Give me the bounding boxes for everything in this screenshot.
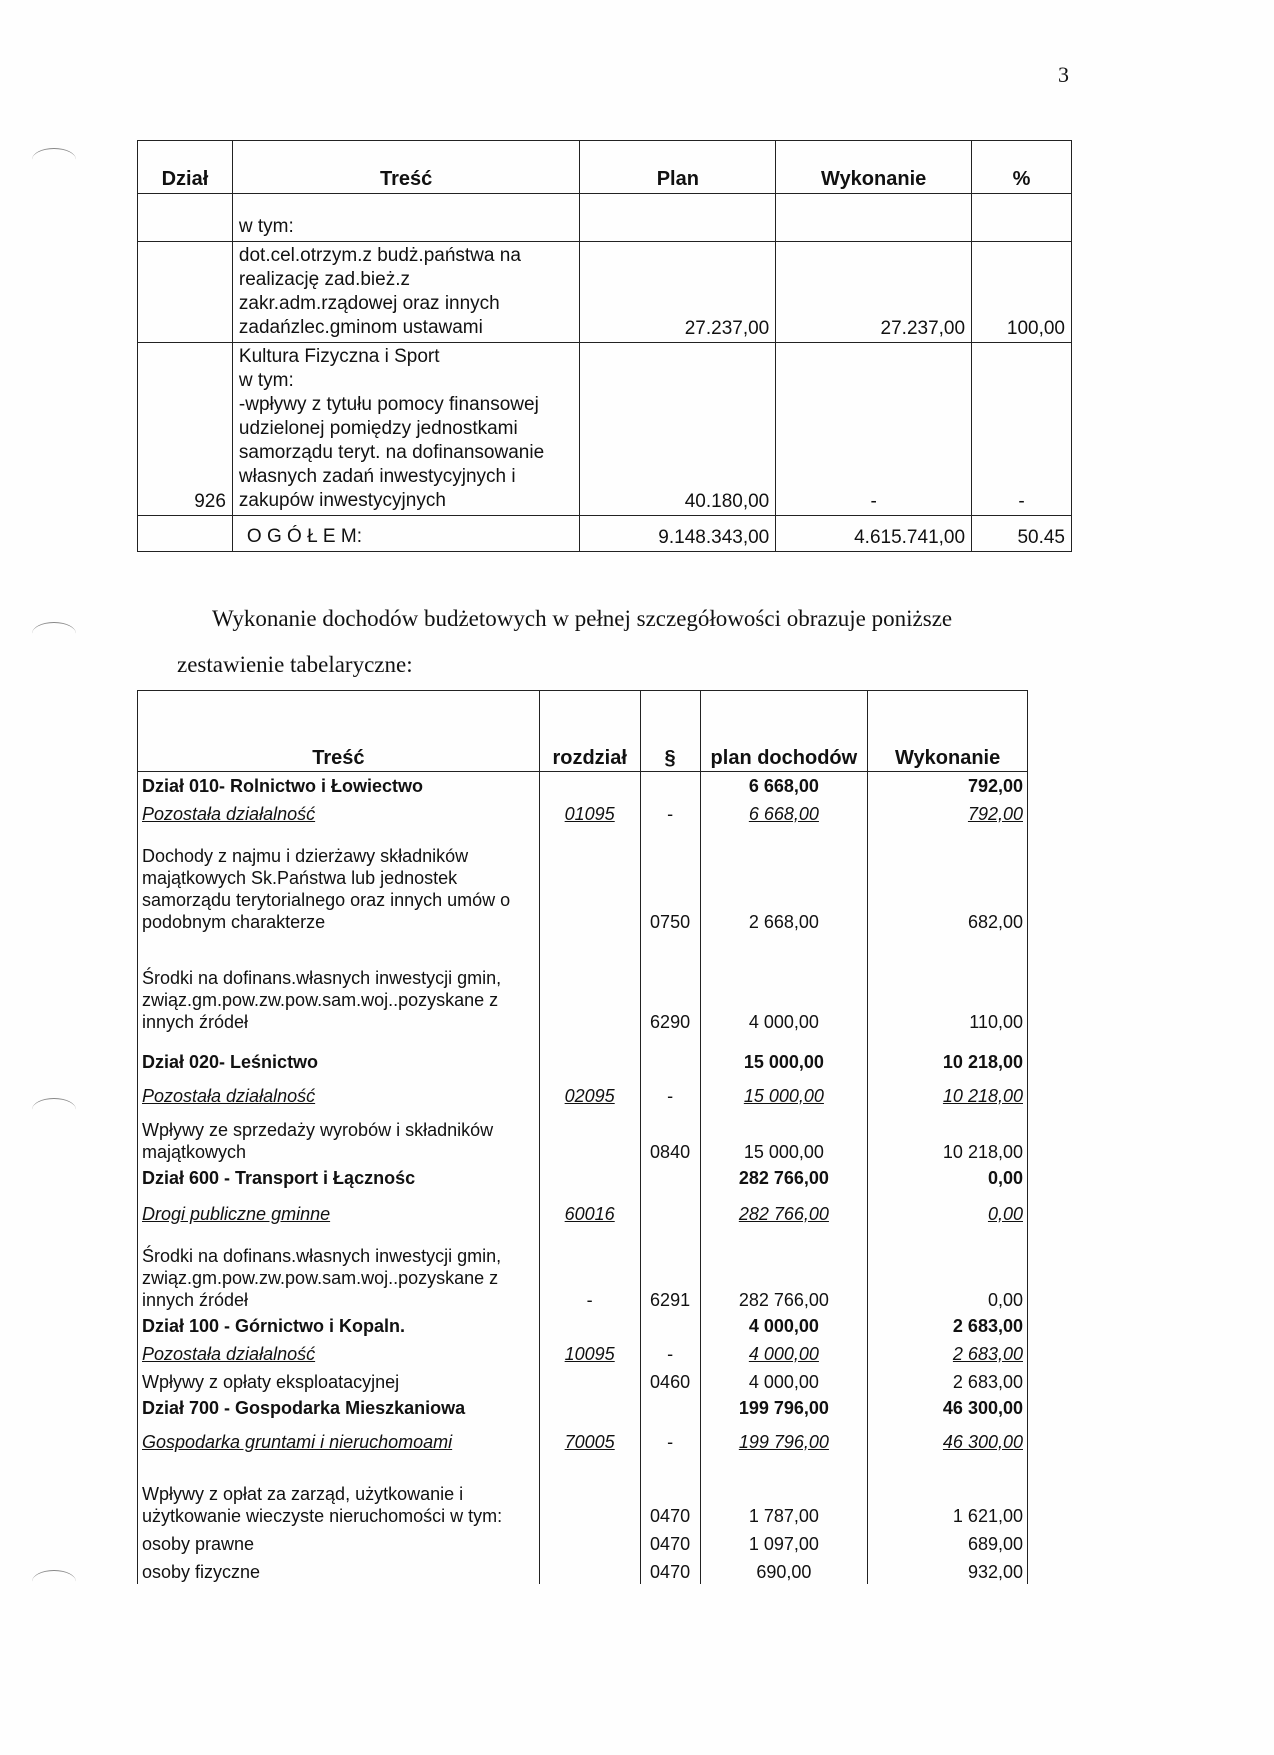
cell-rozdzial: 10095 [539,1338,640,1366]
cell-plan: 4 000,00 [700,1338,868,1366]
cell-tresc: Dział 700 - Gospodarka Mieszkaniowa [138,1394,540,1420]
cell-wykonanie: 46 300,00 [868,1420,1028,1454]
cell-plan: 199 796,00 [700,1420,868,1454]
cell-tresc: osoby fizyczne [138,1556,540,1584]
intro-text-line2: zestawienie tabelaryczne: [177,652,413,677]
cell-paragraf [640,1312,700,1338]
cell-wykonanie: 2 683,00 [868,1366,1028,1394]
cell-plan: 27.237,00 [580,242,776,343]
cell-rozdzial: 60016 [539,1190,640,1226]
cell-dzial [138,516,233,552]
cell-plan-total: 9.148.343,00 [580,516,776,552]
table-row-section [138,772,1028,798]
cell-plan: 1 097,00 [700,1528,868,1556]
punch-hole-mark [32,622,76,645]
cell-tresc: Wpływy z opłat za zarząd, użytkowanie i użytkowanie wieczyste nieruchomości w tym: [138,1454,540,1528]
cell-tresc: Kultura Fizyczna i Sport w tym: -wpływy z tytułu pomocy finansowej udzielonej pomiędzy jednostkami samorządu teryt. na dofinansowanie własnych zadań inwestycyjnych i zakupów inwestycyjnych [232,343,580,516]
cell-plan: 282 766,00 [700,1164,868,1190]
header-wykonanie: Wykonanie [868,691,1028,772]
cell-tresc: Dział 010- Rolnictwo i Łowiectwo [138,772,540,798]
income-table-header [138,691,1028,772]
cell-rozdzial [539,1366,640,1394]
header-tresc: Treść [138,691,540,772]
cell-percent-total: 50.45 [972,516,1072,552]
cell-paragraf: 0750 [640,826,700,934]
cell-wykonanie: 10 218,00 [868,1034,1028,1074]
cell-paragraf: 0470 [640,1556,700,1584]
table-row-subsection [138,1190,1028,1226]
cell-tresc: osoby prawne [138,1528,540,1556]
cell-rozdzial [539,1454,640,1528]
cell-wykonanie: 682,00 [868,826,1028,934]
cell-percent: - [972,343,1072,516]
cell-plan [580,194,776,242]
cell-plan: 2 668,00 [700,826,868,934]
cell-wykonanie: 110,00 [868,934,1028,1034]
header-dzial: Dział [138,141,233,194]
cell-plan: 15 000,00 [700,1074,868,1108]
cell-rozdzial [539,934,640,1034]
table-row-subsection [138,1338,1028,1366]
cell-dzial [138,194,233,242]
cell-plan: 40.180,00 [580,343,776,516]
cell-wykonanie: 27.237,00 [776,242,972,343]
cell-paragraf [640,1394,700,1420]
cell-paragraf [640,1164,700,1190]
cell-tresc-total: O G Ó Ł E M: [232,516,580,552]
header-percent: % [972,141,1072,194]
table-row [138,1226,1028,1312]
cell-rozdzial [539,826,640,934]
cell-rozdzial [539,1312,640,1338]
table-row [138,1454,1028,1528]
cell-tresc: Wpływy z opłaty eksploatacyjnej [138,1366,540,1394]
cell-tresc: Dział 600 - Transport i Łącznośc [138,1164,540,1190]
cell-wykonanie: 0,00 [868,1164,1028,1190]
cell-paragraf: 0840 [640,1108,700,1164]
cell-rozdzial [539,1528,640,1556]
cell-rozdzial [539,772,640,798]
cell-wykonanie: 792,00 [868,772,1028,798]
header-wykonanie: Wykonanie [776,141,972,194]
cell-rozdzial: - [539,1226,640,1312]
cell-rozdzial [539,1556,640,1584]
page-number: 3 [1058,62,1069,87]
header-rozdzial: rozdział [539,691,640,772]
cell-tresc: Pozostała działalność [138,1338,540,1366]
cell-paragraf: - [640,798,700,826]
summary-table [137,140,1072,552]
cell-rozdzial: 70005 [539,1420,640,1454]
cell-paragraf: 6290 [640,934,700,1034]
table-row-total [138,516,1072,552]
cell-tresc: Pozostała działalność [138,798,540,826]
table-row [138,1366,1028,1394]
cell-percent [972,194,1072,242]
cell-tresc: Środki na dofinans.własnych inwestycji gmin, związ.gm.pow.zw.pow.sam.woj..pozyskane z innych źródeł [138,1226,540,1312]
table-row [138,194,1072,242]
cell-tresc: dot.cel.otrzym.z budż.państwa na realizację zad.bież.z zakr.adm.rządowej oraz innych zadańzlec.gminom ustawami [232,242,580,343]
cell-paragraf: - [640,1074,700,1108]
income-table [137,690,1028,1584]
punch-hole-mark [32,1570,76,1593]
cell-wykonanie: 1 621,00 [868,1454,1028,1528]
cell-wykonanie: - [776,343,972,516]
cell-plan: 282 766,00 [700,1226,868,1312]
cell-rozdzial [539,1164,640,1190]
cell-paragraf: 0470 [640,1528,700,1556]
table-row [138,826,1028,934]
cell-tresc: Drogi publiczne gminne [138,1190,540,1226]
cell-tresc: Dochody z najmu i dzierżawy składników majątkowych Sk.Państwa lub jednostek samorządu terytorialnego oraz innych umów o podobnym charakterze [138,826,540,934]
cell-wykonanie: 10 218,00 [868,1074,1028,1108]
punch-hole-mark [32,1098,76,1121]
cell-wykonanie: 10 218,00 [868,1108,1028,1164]
cell-plan: 1 787,00 [700,1454,868,1528]
table-row [138,934,1028,1034]
intro-text-line1: Wykonanie dochodów budżetowych w pełnej szczegółowości obrazuje poniższe [212,606,953,631]
cell-wykonanie: 0,00 [868,1190,1028,1226]
cell-tresc: w tym: [232,194,580,242]
cell-plan: 4 000,00 [700,934,868,1034]
summary-table-header [138,141,1072,194]
table-row-section [138,1394,1028,1420]
cell-plan: 4 000,00 [700,1366,868,1394]
cell-paragraf [640,772,700,798]
cell-rozdzial [539,1034,640,1074]
cell-wykonanie: 0,00 [868,1226,1028,1312]
table-row-section [138,1312,1028,1338]
table-row-section [138,1034,1028,1074]
table-row-subsection [138,1074,1028,1108]
cell-wykonanie: 46 300,00 [868,1394,1028,1420]
header-paragraf: § [640,691,700,772]
table-row [138,1108,1028,1164]
table-row-subsection [138,798,1028,826]
cell-paragraf: - [640,1338,700,1366]
cell-tresc: Środki na dofinans.własnych inwestycji gmin, związ.gm.pow.zw.pow.sam.woj..pozyskane z innych źródeł [138,934,540,1034]
cell-rozdzial [539,1394,640,1420]
cell-dzial [138,242,233,343]
cell-wykonanie: 792,00 [868,798,1028,826]
header-plan-dochodow: plan dochodów [700,691,868,772]
header-tresc: Treść [232,141,580,194]
cell-plan: 6 668,00 [700,772,868,798]
cell-plan: 15 000,00 [700,1034,868,1074]
table-row [138,343,1072,516]
cell-dzial: 926 [138,343,233,516]
cell-plan: 690,00 [700,1556,868,1584]
cell-tresc: Pozostała działalność [138,1074,540,1108]
cell-rozdzial: 01095 [539,798,640,826]
cell-plan: 282 766,00 [700,1190,868,1226]
cell-wykonanie-total: 4.615.741,00 [776,516,972,552]
table-row [138,242,1072,343]
cell-paragraf [640,1034,700,1074]
table-row [138,1556,1028,1584]
cell-rozdzial: 02095 [539,1074,640,1108]
cell-plan: 15 000,00 [700,1108,868,1164]
cell-rozdzial [539,1108,640,1164]
cell-plan: 4 000,00 [700,1312,868,1338]
header-plan: Plan [580,141,776,194]
cell-paragraf [640,1190,700,1226]
cell-wykonanie: 2 683,00 [868,1312,1028,1338]
cell-paragraf: 0460 [640,1366,700,1394]
cell-paragraf: 0470 [640,1454,700,1528]
cell-paragraf: - [640,1420,700,1454]
cell-plan: 6 668,00 [700,798,868,826]
table-row-section [138,1164,1028,1190]
cell-tresc: Wpływy ze sprzedaży wyrobów i składników majątkowych [138,1108,540,1164]
table-row [138,1528,1028,1556]
punch-hole-mark [32,148,76,171]
cell-wykonanie: 2 683,00 [868,1338,1028,1366]
cell-wykonanie [776,194,972,242]
cell-percent: 100,00 [972,242,1072,343]
cell-plan: 199 796,00 [700,1394,868,1420]
cell-tresc: Dział 100 - Górnictwo i Kopaln. [138,1312,540,1338]
table-row-subsection [138,1420,1028,1454]
cell-tresc: Dział 020- Leśnictwo [138,1034,540,1074]
cell-tresc: Gospodarka gruntami i nieruchomoami [138,1420,540,1454]
cell-wykonanie: 689,00 [868,1528,1028,1556]
cell-paragraf: 6291 [640,1226,700,1312]
cell-wykonanie: 932,00 [868,1556,1028,1584]
